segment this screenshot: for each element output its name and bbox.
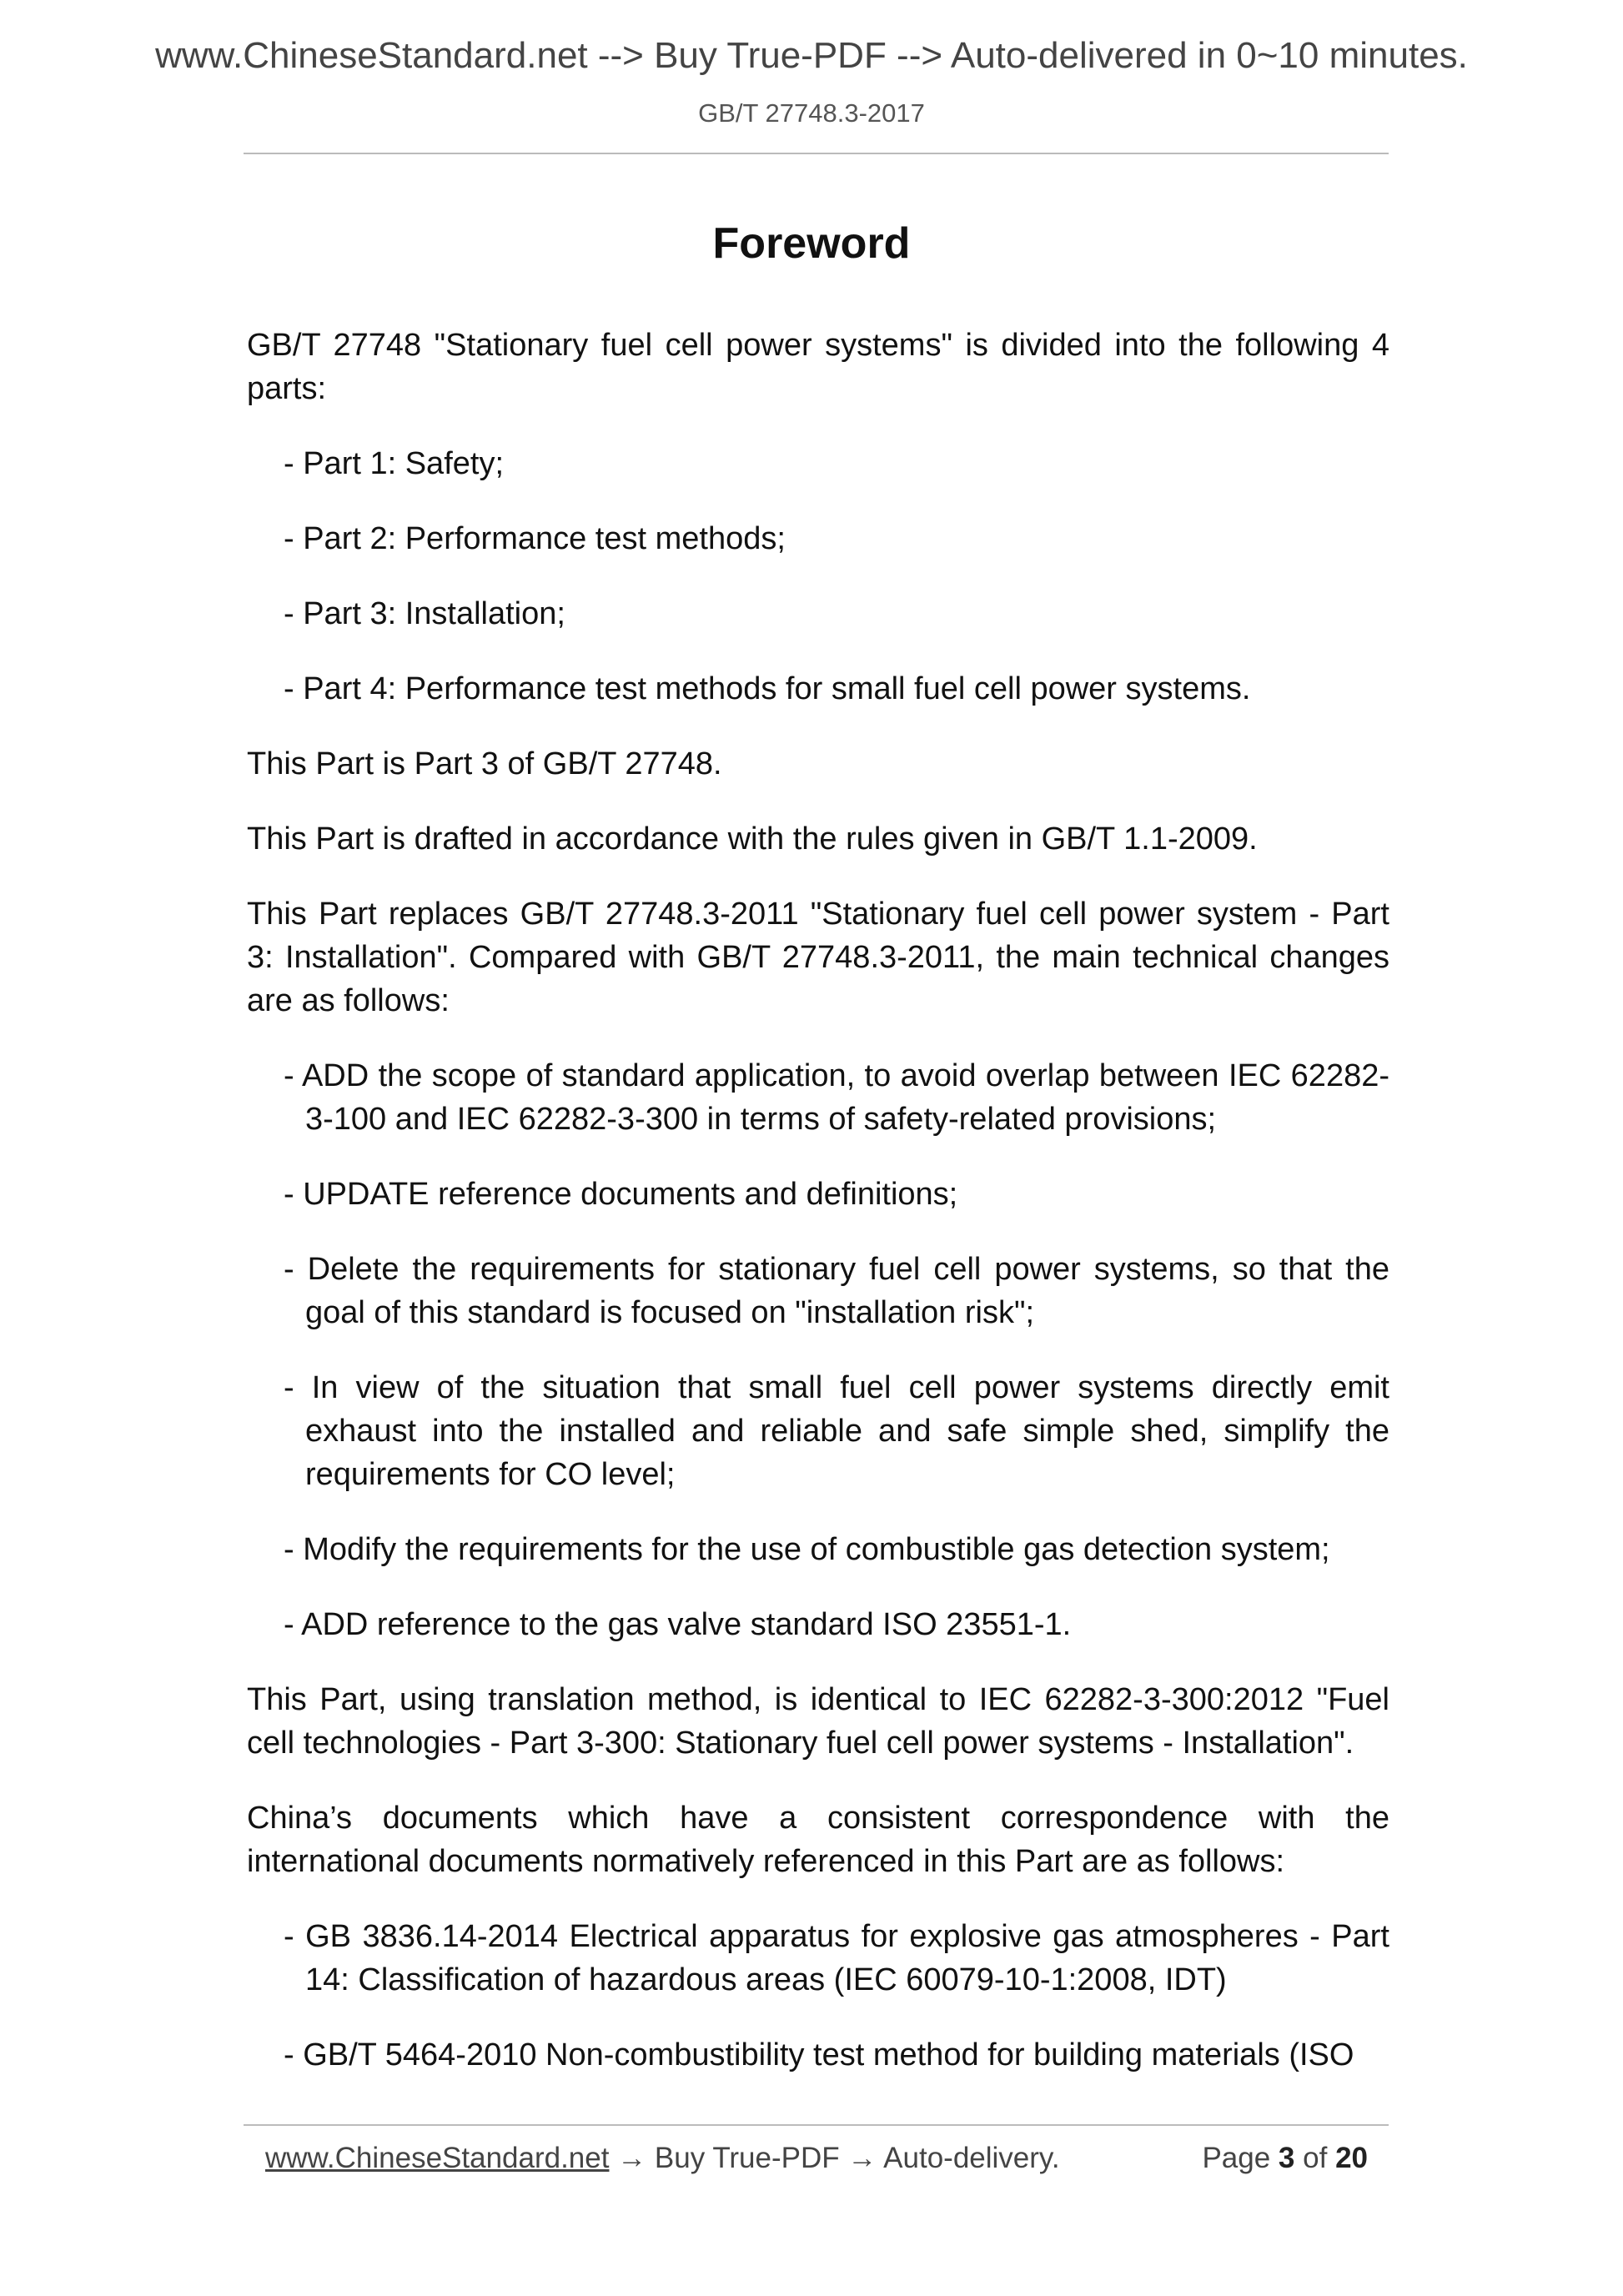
reference-list-item: - GB/T 5464-2010 Non-combustibility test method for building materials (ISO: [284, 2037, 1354, 2072]
change-list-item: - Delete the requirements for stationary fuel cell power systems, so that the goal of this standard is focused on "installation risk";: [284, 1252, 1389, 1330]
change-list-item: - In view of the situation that small fuel cell power systems directly emit exhaust into the installed and reliable and safe simple shed, simplify the requirements for CO level;: [284, 1370, 1389, 1492]
part-list-item: - Part 2: Performance test methods;: [284, 521, 786, 556]
header-banner: www.ChineseStandard.net --> Buy True-PDF --> Auto-delivered in 0~10 minutes.: [155, 35, 1468, 76]
change-list-item: - ADD reference to the gas valve standard ISO 23551-1.: [284, 1607, 1072, 1642]
intro-paragraph: GB/T 27748 "Stationary fuel cell power systems" is divided into the following 4 parts:: [247, 328, 1389, 406]
foreword-body: [247, 324, 1389, 2108]
part-list-item: - Part 1: Safety;: [284, 446, 504, 481]
part3-paragraph: This Part is Part 3 of GB/T 27748.: [247, 746, 722, 781]
current-page-number: 3: [1278, 2142, 1295, 2174]
footer-divider: [244, 2124, 1389, 2126]
china-documents-paragraph: China’s documents which have a consistent correspondence with the international documents normatively referenced in this Part are as follows:: [247, 1801, 1389, 1879]
drafted-paragraph: This Part is drafted in accordance with the rules given in GB/T 1.1-2009.: [247, 821, 1258, 857]
total-pages-number: 20: [1335, 2142, 1368, 2174]
page-number: [1202, 2142, 1368, 2175]
document-code: GB/T 27748.3-2017: [698, 98, 925, 128]
footer-site-link[interactable]: www.ChineseStandard.net: [265, 2142, 610, 2174]
header-divider: [244, 153, 1389, 154]
page-footer: [0, 2142, 1623, 2192]
page-title: Foreword: [712, 219, 911, 268]
page-word: Page: [1202, 2142, 1271, 2174]
footer-promo: [265, 2142, 1060, 2175]
identical-paragraph: This Part, using translation method, is identical to IEC 62282-3-300:2012 "Fuel cell technologies - Part 3-300: Stationary fuel cell power systems - Installation".: [247, 1682, 1389, 1761]
reference-list-item: - GB 3836.14-2014 Electrical apparatus for explosive gas atmospheres - Part 14: Classification of hazardous areas (IEC 60079-10-1:2008, IDT): [284, 1919, 1389, 1997]
of-word: of: [1303, 2142, 1328, 2174]
change-list-item: - Modify the requirements for the use of combustible gas detection system;: [284, 1532, 1330, 1567]
replaces-paragraph: This Part replaces GB/T 27748.3-2011 "Stationary fuel cell power system - Part 3: Installation". Compared with GB/T 27748.3-2011, the main technical changes are as follows:: [247, 897, 1389, 1018]
part-list-item: - Part 3: Installation;: [284, 596, 565, 631]
change-list-item: - ADD the scope of standard application, to avoid overlap between IEC 62282-3-100 and IEC 62282-3-300 in terms of safety-related provisions;: [284, 1058, 1389, 1137]
part-list-item: - Part 4: Performance test methods for small fuel cell power systems.: [284, 671, 1251, 706]
footer-promo-text: → Buy True-PDF → Auto-delivery.: [609, 2142, 1060, 2174]
change-list-item: - UPDATE reference documents and definitions;: [284, 1177, 958, 1212]
